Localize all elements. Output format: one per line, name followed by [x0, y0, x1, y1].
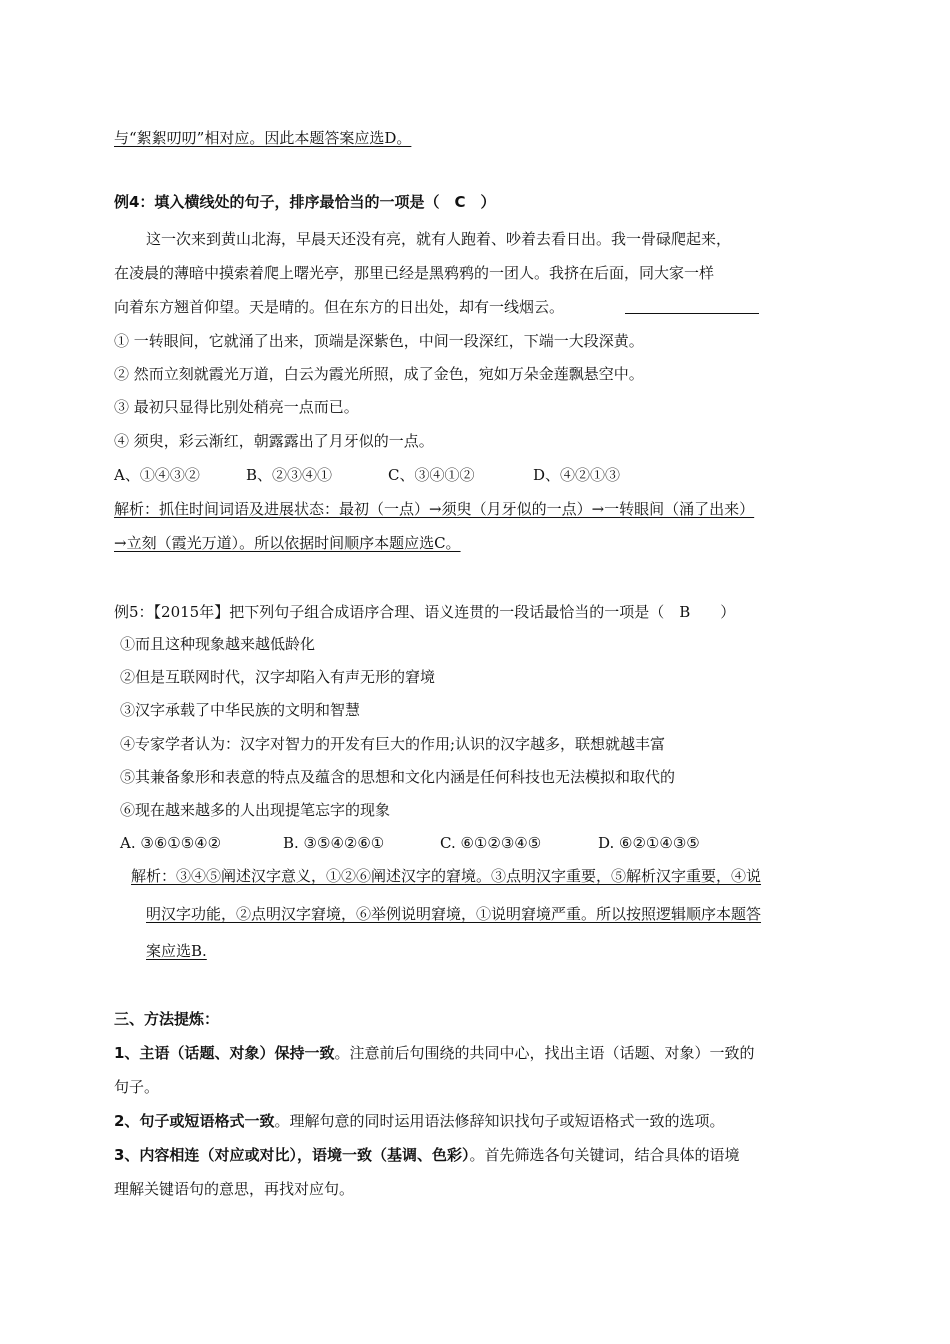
sentence-item: ⑥现在越来越多的人出现提笔忘字的现象: [120, 801, 391, 819]
method-item-1-title: 1、主语（话题、对象）保持一致: [114, 1044, 335, 1062]
method-item-2: [114, 1111, 724, 1131]
answer-line: 与“絮絮叨叨”相对应。因此本题答案应选D。: [114, 129, 412, 147]
option-d: D. ⑥②①④③⑤: [598, 834, 700, 852]
sentence-item: ① 一转眼间，它就涌了出来，顶端是深紫色，中间一段深红，下端一大段深黄。: [114, 332, 644, 350]
method-item-1: [114, 1043, 754, 1063]
sentence-item: ①而且这种现象越来越低龄化: [120, 635, 316, 653]
sentence-item: ②但是互联网时代，汉字却陷入有声无形的窘境: [120, 668, 436, 686]
analysis-line: 案应选B.: [146, 942, 207, 960]
analysis-line: 明汉字功能，②点明汉字窘境，⑥举例说明窘境，①说明窘境严重。所以按照逻辑顺序本题答: [146, 905, 762, 923]
method-item-3-cont: 理解关键语句的意思，再找对应句。: [114, 1180, 355, 1198]
option-c: C. ⑥①②③④⑤: [440, 834, 542, 852]
method-item-1-cont: 句子。: [114, 1078, 160, 1096]
analysis-line: 解析：③④⑤阐述汉字意义，①②⑥阐述汉字的窘境。③点明汉字重要，⑤解析汉字重要，④说: [131, 867, 762, 885]
analysis-line: →立刻（霞光万道）。所以依据时间顺序本题应选C。: [114, 534, 461, 552]
method-item-3: [114, 1145, 739, 1165]
option-a: A. ③⑥①⑤④②: [120, 834, 222, 852]
option-c: C、③④①②: [388, 466, 475, 484]
passage-line: 向着东方翘首仰望。天是晴的。但在东方的日出处，却有一线烟云。: [114, 298, 565, 316]
option-d: D、④②①③: [533, 466, 621, 484]
option-a: A、①④③②: [114, 466, 200, 484]
example-5-heading: 例5：【2015年】把下列句子组合成语序合理、语义连贯的一段话最恰当的一项是（ B ）: [114, 603, 736, 621]
method-item-3-text: 。首先筛选各句关键词，结合具体的语境: [469, 1146, 740, 1164]
fill-in-blank: [625, 313, 759, 314]
sentence-item: ⑤其兼备象形和表意的特点及蕴含的思想和文化内涵是任何科技也无法模拟和取代的: [120, 768, 676, 786]
sentence-item: ② 然而立刻就霞光万道，白云为霞光所照，成了金色，宛如万朵金莲飘悬空中。: [114, 365, 644, 383]
passage-line: 在凌晨的薄暗中摸索着爬上曙光亭，那里已经是黑鸦鸦的一团人。我挤在后面，同大家一样: [114, 264, 715, 282]
analysis-line: 解析：抓住时间词语及进展状态：最初（一点）→须臾（月牙似的一点）→一转眼间（涌了出来）: [114, 500, 755, 518]
example-4-heading: 例4：填入横线处的句子，排序最恰当的一项是（ C ）: [114, 193, 496, 211]
method-item-3-title: 3、内容相连（对应或对比），语境一致（基调、色彩）: [114, 1146, 470, 1164]
sentence-item: ③ 最初只显得比别处稍亮一点而已。: [114, 398, 359, 416]
section-heading: 三、方法提炼：: [114, 1010, 220, 1028]
option-b: B. ③⑤④②⑥①: [283, 834, 385, 852]
method-item-2-text: 。理解句意的同时运用语法修辞知识找句子或短语格式一致的选项。: [274, 1112, 725, 1130]
method-item-2-title: 2、句子或短语格式一致: [114, 1112, 275, 1130]
sentence-item: ④ 须臾，彩云渐红，朝露露出了月牙似的一点。: [114, 432, 434, 450]
sentence-item: ④专家学者认为：汉字对智力的开发有巨大的作用;认识的汉字越多，联想就越丰富: [120, 735, 666, 753]
method-item-1-text: 。注意前后句围绕的共同中心，找出主语（话题、对象）一致的: [334, 1044, 755, 1062]
option-b: B、②③④①: [246, 466, 333, 484]
sentence-item: ③汉字承载了中华民族的文明和智慧: [120, 701, 361, 719]
passage-line: 这一次来到黄山北海，早晨天还没有亮，就有人跑着、吵着去看日出。我一骨碌爬起来，: [146, 230, 732, 248]
